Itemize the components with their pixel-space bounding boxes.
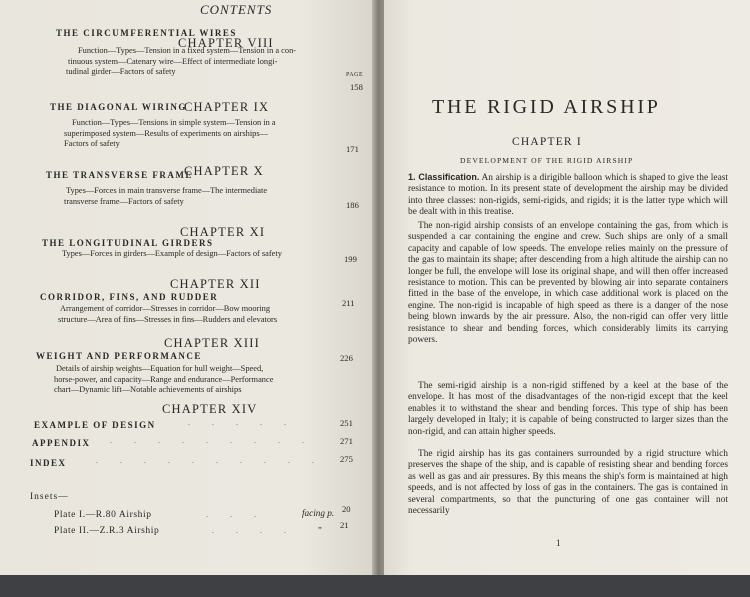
leader-dots: . . .: [206, 510, 266, 519]
page-number: 20: [342, 504, 351, 514]
plate-entry: Plate II.—Z.R.3 Airship: [54, 526, 160, 536]
section-title: THE LONGITUDINAL GIRDERS: [42, 238, 214, 248]
leader-dots: . . . . . . . . .: [110, 436, 314, 445]
chapter-heading: CHAPTER XIII: [164, 336, 260, 350]
section-lead: 1. Classification.: [408, 172, 480, 182]
chapter-description: Types—Forces in girders—Example of design—Factors of safety: [62, 249, 282, 258]
leader-dots: . . . . .: [188, 418, 296, 427]
page-number: 211: [342, 298, 355, 308]
chapter-heading: CHAPTER IX: [184, 100, 270, 114]
body-paragraph: The rigid airship has its gas containers surrounded by a rigid structure which preserves the shape of the ship, and is capable of resisting shear and bending forces as well as gas and air pressures. By this means the ship's form is maintained at high speeds, and is not affected by loss of gas in the containers. The gas is contained in several compartments, so that the puncturing of one gas container will not necessarily: [408, 449, 728, 517]
chapter-subtitle: DEVELOPMENT OF THE RIGID AIRSHIP: [460, 156, 634, 165]
page-label: PAGE: [346, 72, 364, 78]
page-number: 271: [340, 436, 353, 446]
body-paragraph: 1. Classification. An airship is a dirigible balloon which is shaped to give the least resistance to motion. In its present state of development the airship may be divided into three classes: non-rigids, semi-rigids, and rigids; it is the latter type which will be dealt with in this treatise.: [408, 172, 728, 218]
section-title: THE CIRCUMFERENTIAL WIRES: [56, 28, 237, 38]
contents-title: CONTENTS: [200, 2, 273, 17]
page-number: 275: [340, 454, 353, 464]
leader-dots: . . . .: [212, 526, 296, 535]
book-title: THE RIGID AIRSHIP: [432, 96, 661, 118]
table-surface: [0, 575, 750, 597]
chapter-description: Function—Types—Tensions in simple system—Tension in a superimposed system—Results of experiments on airships— Factors of safety: [64, 118, 276, 148]
page-number: 21: [340, 520, 349, 530]
body-paragraph: The semi-rigid airship is a non-rigid stiffened by a keel at the base of the envelope. It has most of the disadvantages of the non-rigid except that the keel enables it to withstand the shear and bending forces. This type of ship has been largely developed in Italy; it is capable of being constructed to larger sizes than the non-rigid, and can attain higher speeds.: [408, 381, 728, 437]
page-number: 158: [350, 82, 363, 92]
section-title: EXAMPLE OF DESIGN: [34, 420, 156, 430]
chapter-heading: CHAPTER XI: [180, 225, 266, 239]
insets-label: Insets—: [30, 492, 69, 502]
page-number: 251: [340, 418, 353, 428]
section-title: CORRIDOR, FINS, AND RUDDER: [40, 292, 219, 302]
appendix-label: APPENDIX: [32, 438, 91, 448]
section-title: THE DIAGONAL WIRING: [50, 102, 187, 112]
chapter-description: Types—Forces in main transverse frame—The intermediate transverse frame—Factors of safety: [64, 186, 268, 206]
chapter-heading: CHAPTER XII: [170, 277, 261, 291]
chapter-description: Function—Types—Tension in a fixed system—Tension in a con- tinuous system—Catenary wire—Effect of intermediate longi- tudinal girder—Factors of safety: [66, 46, 297, 76]
chapter-description: Arrangement of corridor—Stresses in corridor—Bow mooring structure—Area of fins—Stresses in fins—Rudders and elevators: [58, 304, 278, 324]
body-paragraph: The non-rigid airship consists of an envelope containing the gas, from which is suspended a car containing the engine and crew. Such ships are only of a small capacity and capable of low speeds. The envelope relies mainly on the pressure of the gas to maintain its shape; after descending from a high altitude the airship can no longer be full, the envelope will lose its original shape, and will then offer increased resistance to motion. This can be prevented by blowing air into separate containers fitted in the base of the envelope, in which case additional work is placed on the engine. The non-rigid is incapable of high speed as there is a danger of the nose being blown inwards by the air pressure. Also, the non-rigid can offer very little resistance to shear and bending forces, which considerably limits its carrying powers.: [408, 221, 728, 346]
section-title: THE TRANSVERSE FRAME: [46, 170, 193, 180]
plate-entry: Plate I.—R.80 Airship: [54, 510, 152, 520]
page-number: 226: [340, 353, 353, 363]
chapter-heading: CHAPTER I: [512, 136, 582, 148]
text-page: [384, 0, 750, 597]
ditto-mark: „: [318, 520, 322, 530]
leader-dots: . . . . . . . . . .: [96, 456, 324, 465]
chapter-heading: CHAPTER XIV: [162, 402, 258, 416]
chapter-heading: CHAPTER X: [184, 164, 264, 178]
index-label: INDEX: [30, 458, 67, 468]
page-number: 186: [346, 200, 359, 210]
chapter-heading: CHAPTER VIII: [178, 36, 274, 50]
chapter-description: Details of airship weights—Equation for hull weight—Speed, horse-power, and capacity—Range and endurance—Performance chart—Dynamic lift—Notable achievements of airships: [54, 364, 274, 394]
page-number: 199: [344, 254, 357, 264]
section-title: WEIGHT AND PERFORMANCE: [36, 351, 202, 361]
facing-label: facing p.: [302, 508, 335, 518]
page-folio: 1: [556, 538, 561, 548]
page-number: 171: [346, 144, 359, 154]
